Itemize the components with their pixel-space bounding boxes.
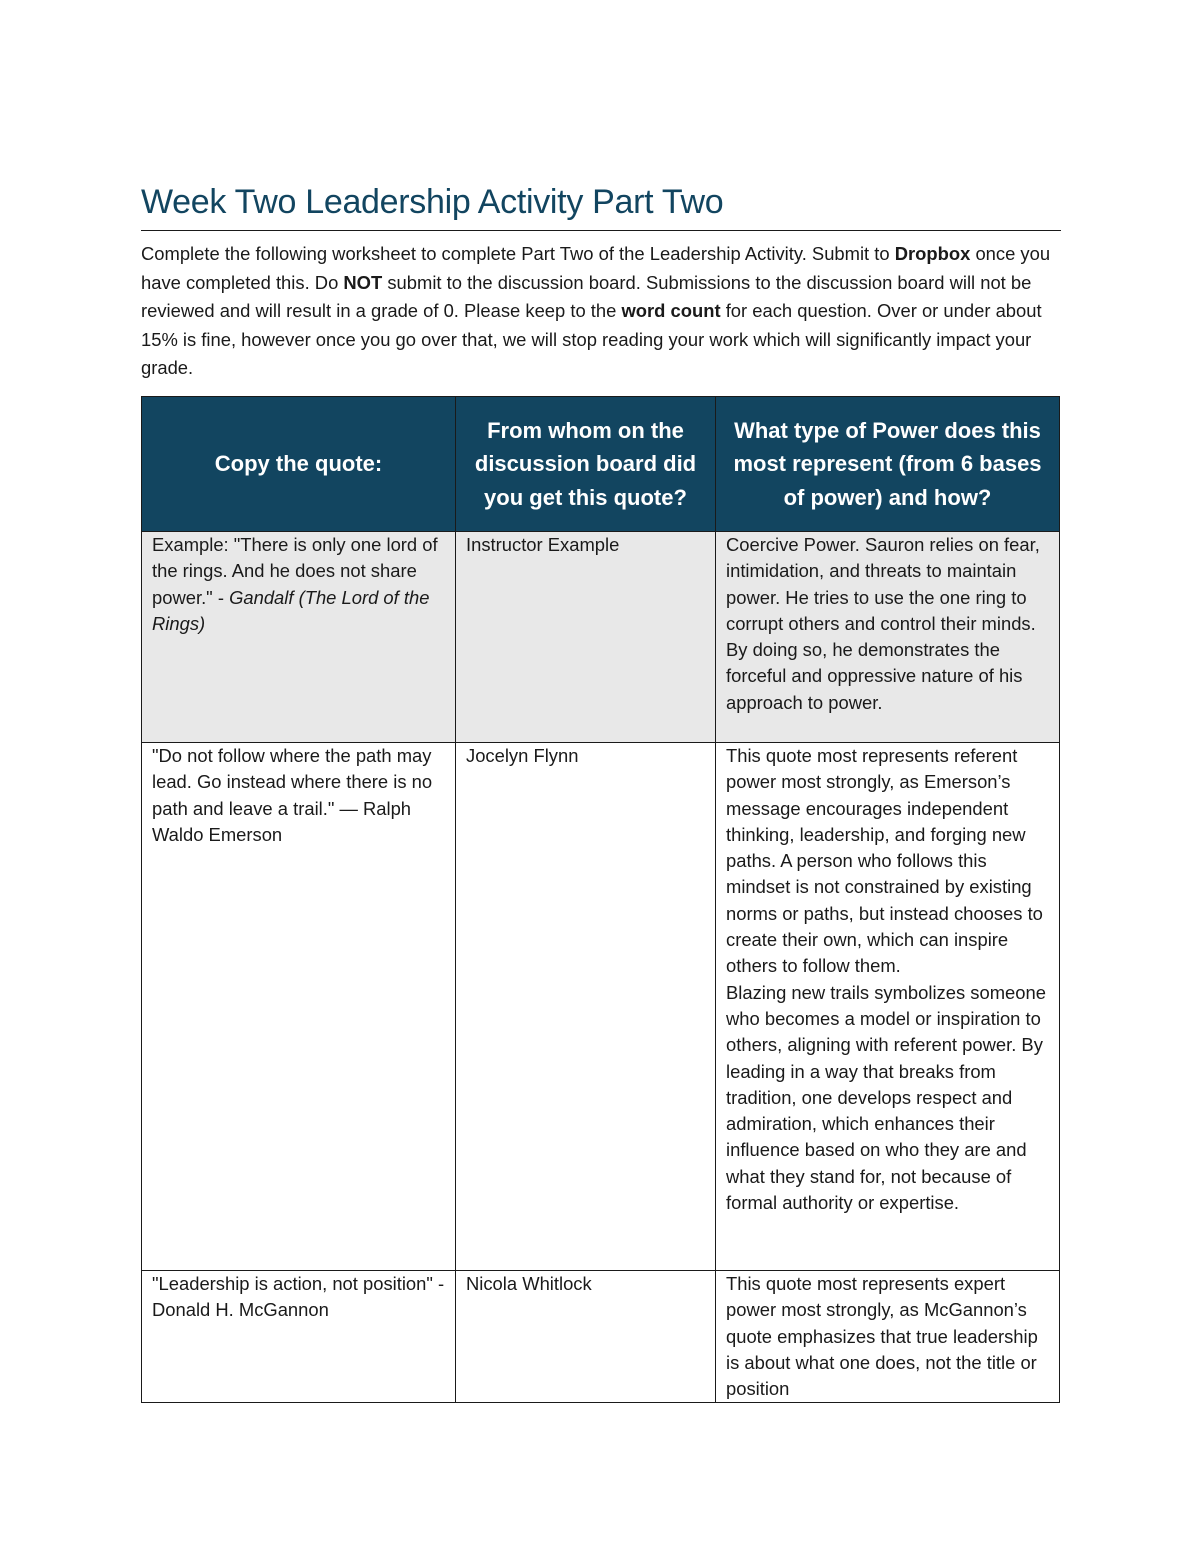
quote-attribution: Gandalf (The Lord of the Rings): [152, 586, 430, 634]
from-cell: [456, 743, 716, 1271]
quote-text: Example: "There is only one lord of the rings. And he does not share power." -: [152, 534, 438, 608]
from-cell: [456, 532, 716, 743]
quote-cell: [142, 743, 456, 1271]
table-row-example: [142, 532, 1060, 743]
intro-bold-not: NOT: [343, 271, 383, 293]
table-header-row: [142, 397, 1060, 532]
header-from-whom: From whom on the discussion board did you get this quote?: [456, 397, 716, 532]
power-text: This quote most represents expert power most strongly, as McGannon’s quote emphasizes that true leadership is about what one does, not the title or position: [726, 1273, 1038, 1400]
table-row: [142, 743, 1060, 1271]
power-cell: [716, 532, 1060, 743]
power-text: This quote most represents referent power most strongly, as Emerson’s message encourages independent thinking, leadership, and forging new paths. A person who follows this mindset is not constrained by existing norms or paths, but instead chooses to create their own, which can inspire others to follow them.: [726, 745, 1043, 977]
from-text: Nicola Whitlock: [466, 1273, 592, 1294]
from-cell: [456, 1271, 716, 1403]
page-title: Week Two Leadership Activity Part Two: [141, 183, 724, 221]
header-power-type: What type of Power does this most represent (from 6 bases of power) and how?: [716, 397, 1060, 532]
table-row: [142, 1271, 1060, 1403]
power-cell: [716, 743, 1060, 1271]
quote-cell: [142, 532, 456, 743]
header-quote: Copy the quote:: [142, 397, 456, 532]
intro-text-1: Complete the following worksheet to complete Part Two of the Leadership Activity. Submit to: [141, 243, 895, 264]
title-divider: [141, 230, 1061, 231]
intro-text-3: submit to the discussion board. Submissions to the discussion board will not be reviewed and will result in a grade of 0. Please keep to the: [141, 271, 1032, 321]
intro-bold-dropbox: Dropbox: [894, 243, 971, 264]
power-text-continued: Blazing new trails symbolizes someone who becomes a model or inspiration to others, aligning with referent power. By leading in a way that breaks from tradition, one develops respect and admiration, which enhances their influence based on who they are and what they stand for, not because of formal authority or expertise.: [726, 981, 1046, 1214]
power-cell: [716, 1271, 1060, 1403]
from-text: Instructor Example: [466, 534, 620, 555]
worksheet-table: [141, 396, 1060, 1403]
intro-bold-word-count: word count: [621, 300, 721, 321]
intro-text-4: for each question. Over or under about 15% is fine, however once you go over that, we will stop reading your work which will significantly impact your grade.: [141, 300, 1042, 378]
quote-text: "Leadership is action, not position" - Donald H. McGannon: [152, 1273, 445, 1321]
quote-cell: [142, 1271, 456, 1403]
intro-text-2: once you have completed this. Do: [141, 243, 1051, 293]
power-text: Coercive Power. Sauron relies on fear, intimidation, and threats to maintain power. He tries to use the one ring to corrupt others and control their minds. By doing so, he demonstrates the forceful and oppressive nature of his approach to power.: [726, 534, 1040, 713]
from-text: Jocelyn Flynn: [466, 745, 579, 766]
instructions-paragraph: [141, 240, 1056, 383]
quote-text: "Do not follow where the path may lead. Go instead where there is no path and leave a trail." — Ralph Waldo Emerson: [152, 745, 433, 845]
